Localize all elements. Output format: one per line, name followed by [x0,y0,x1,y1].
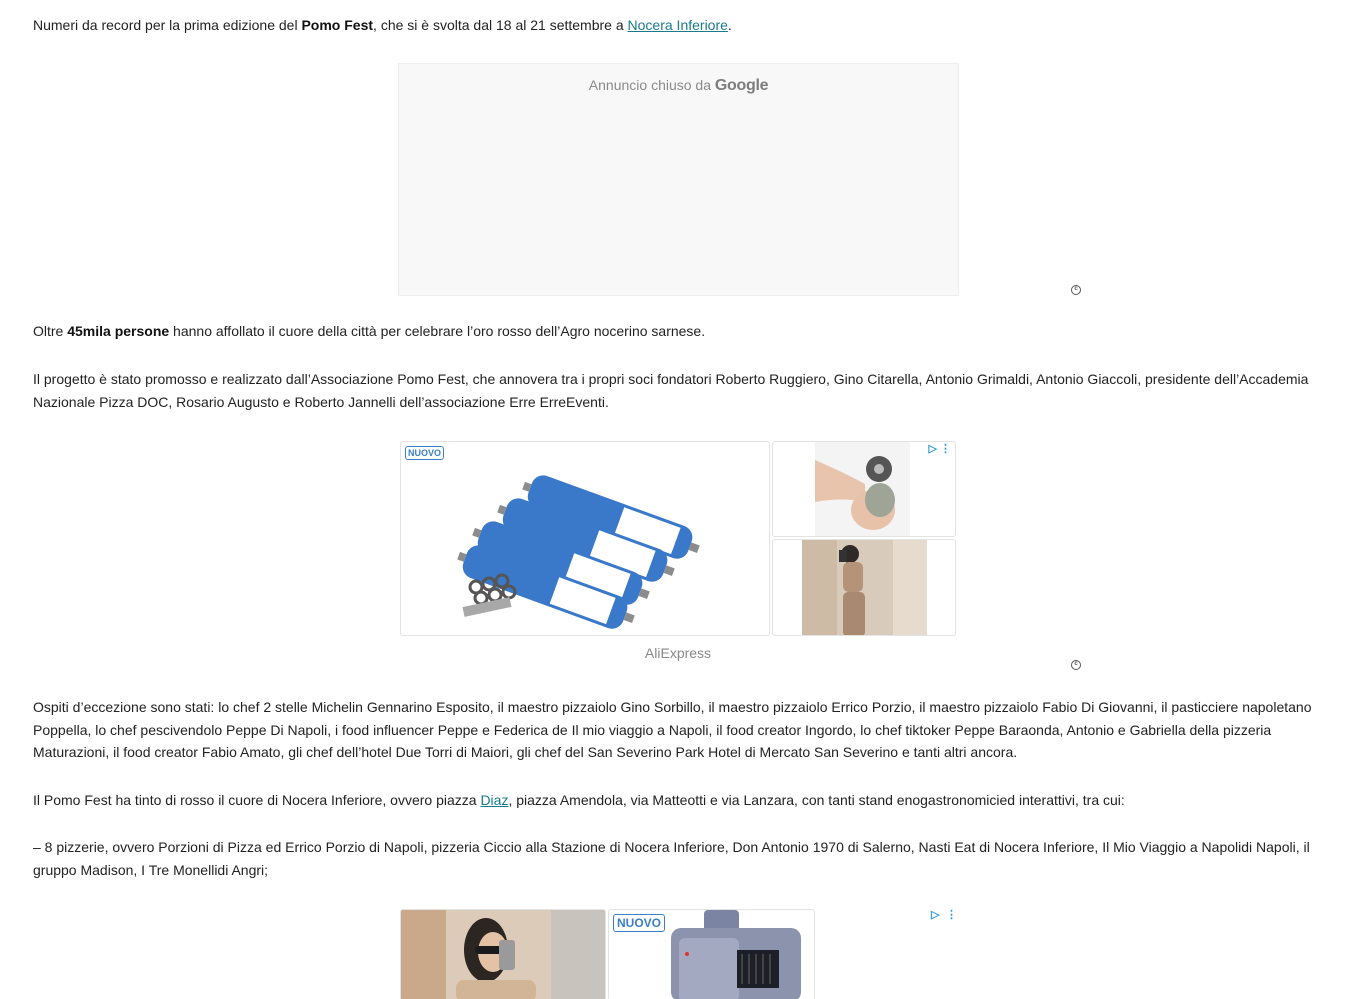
nocera-inferiore-link[interactable]: Nocera Inferiore [627,17,728,33]
ad-tile-device[interactable] [608,909,815,999]
ad-menu-icon[interactable]: ⋮ [946,909,957,921]
text: Numeri da record per la prima edizione del [33,17,302,33]
bottom-ad[interactable] [400,908,956,999]
adchoice-icon[interactable]: c [1071,660,1081,670]
ad-play-icon[interactable]: ▷ [928,443,937,455]
paragraph-project: Il progetto è stato promosso e realizzato dall’Associazione Pomo Fest, che annovera tra i propri soci fondatori Roberto Ruggiero, Gino Citarella, Antonio Grimaldi, Antonio Giaccoli, presidente dell’Accademia Nazionale Pizza DOC, Rosario Augusto e Roberto Jannelli dell’associazione Erre ErreEventi. [33,371,1309,410]
closed-ad-message [399,77,958,95]
battery-product-image [401,442,770,636]
closed-ad-slot [398,63,959,296]
paragraph-attendance [33,320,1323,343]
woman-product-image [401,910,606,999]
ad-menu-icon[interactable]: ⋮ [940,443,951,455]
paragraph-intro [33,14,1323,37]
new-badge: NUOVO [613,914,665,932]
adchoice-icon[interactable]: c [1071,285,1081,295]
aliexpress-ad[interactable] [400,441,956,636]
bold-text: Pomo Fest [301,17,374,33]
diaz-link[interactable]: Diaz [480,792,509,808]
advertiser-name[interactable]: AliExpress [644,645,712,661]
text: Il Pomo Fest ha tinto di rosso il cuore di Nocera Inferiore, ovvero piazza [33,792,481,808]
ad-tile-woman[interactable] [400,909,606,999]
paragraph-guests: Ospiti d’eccezione sono stati: lo chef 2 stelle Michelin Gennarino Esposito, il maestro pizzaiolo Gino Sorbillo, il maestro pizzaiolo Errico Porzio, il maestro pizzaiolo Fabio Di Giovanni, il pasticciere napoletano Poppella, lo chef pescivendolo Peppe Di Napoli, i food influencer Peppe e Federica de Il mio viaggio a Napoli, il food creator Ingordo, lo chef tiktoker Peppe Baraonda, Antonio e Gabriella della pizzeria Maturazioni, il food creator Fabio Amato, gli chef dell’hotel Due Torri di Maiori, gli chef del San Severino Park Hotel di Mercato San Severino e tanti altri ancora. [33,699,1312,760]
ad-sub-tile-nail[interactable] [772,441,956,537]
paragraph-location [33,789,1323,812]
ad-sub-tile-outfit[interactable] [772,539,956,636]
paragraph-pizzerie: – 8 pizzerie, ovvero Porzioni di Pizza ed Errico Porzio di Napoli, pizzeria Ciccio alla Stazione di Nocera Inferiore, Don Antonio 1970 di Salerno, Nasti Eat di Nocera Inferiore, Il Mio Viaggio a Napolidi Napoli, il gruppo Madison, I Tre Monellidi Angri; [33,839,1310,878]
text: Oltre [33,323,68,339]
text: . [727,17,732,33]
text: hanno affollato il cuore della città per celebrare l’oro rosso dell’Agro nocerino sarnese. [169,323,706,339]
ad-main-tile[interactable] [400,441,770,636]
closed-ad-text: Annuncio chiuso da [588,77,711,93]
text: , che si è svolta dal 18 al 21 settembre a [373,17,628,33]
outfit-product-image [773,540,956,636]
google-logo: Google [714,77,769,94]
text: , piazza Amendola, via Matteotti e via Lanzara, con tanti stand enogastronomicied interattivi, tra cui: [508,792,1125,808]
ad-play-icon[interactable]: ▷ [931,909,940,921]
nail-product-image [773,442,956,537]
new-badge: NUOVO [405,446,444,460]
bold-text: 45mila persone [67,323,170,339]
